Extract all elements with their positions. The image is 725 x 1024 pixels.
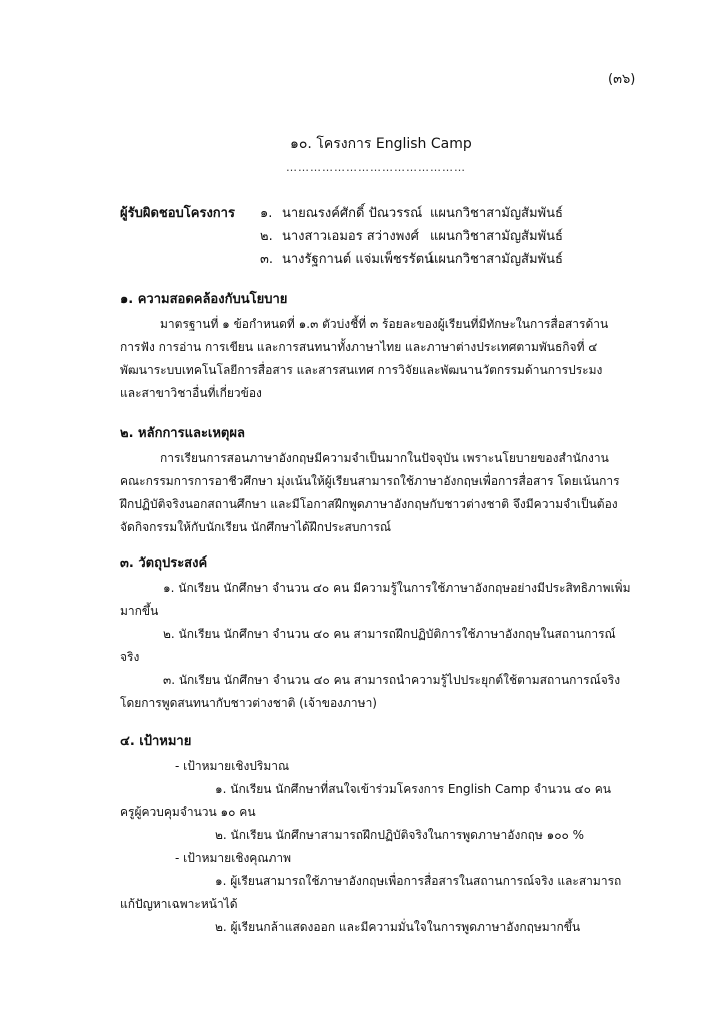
section3-heading: ๓. วัตถุประสงค์: [120, 556, 208, 571]
section4-line-3: ครูผู้ควบคุมจำนวน ๑๐ คน: [120, 805, 256, 819]
section3-line-5: ๓. นักเรียน นักศึกษา จำนวน ๔๐ คน สามารถนำความรู้ไปประยุกต์ใช้ตามสถานการณ์จริง: [163, 673, 621, 687]
page-title: ๑๐. โครงการ English Camp: [290, 136, 472, 152]
section3-line-1: ๑. นักเรียน นักศึกษา จำนวน ๔๐ คน มีความรู้ในการใช้ภาษาอังกฤษอย่างมีประสิทธิภาพเพิ่ม: [163, 581, 631, 595]
section4-line-6: ๑. ผู้เรียนสามารถใช้ภาษาอังกฤษเพื่อการสื่อสารในสถานการณ์จริง และสามารถ: [215, 874, 622, 888]
section2-line-4: จัดกิจกรรมให้กับนักเรียน นักศึกษาได้ฝึกประสบการณ์: [120, 520, 392, 534]
responsible-name-1: นายณรงค์ศักดิ์ ปัณวรรณ์: [282, 206, 423, 221]
section4-line-4: ๒. นักเรียน นักศึกษาสามารถฝึกปฏิบัติจริงในการพูดภาษาอังกฤษ ๑๐๐ %: [215, 828, 585, 842]
section1-line-3: พัฒนาระบบเทคโนโลยีการสื่อสาร และสารสนเทศ การวิจัยและพัฒนานวัตกรรมด้านการประมง: [120, 363, 603, 377]
responsible-name-2: นางสาวเอมอร สว่างพงศ์: [282, 229, 419, 244]
responsible-dept-2: แผนกวิชาสามัญสัมพันธ์: [430, 229, 563, 244]
section4-line-1: - เป้าหมายเชิงปริมาณ: [175, 759, 290, 773]
section2-heading: ๒. หลักการและเหตุผล: [120, 426, 245, 441]
page-number: (๓๖): [608, 72, 636, 87]
section4-line-8: ๒. ผู้เรียนกล้าแสดงออก และมีความมั่นใจในการพูดภาษาอังกฤษมากขึ้น: [215, 920, 581, 934]
responsible-no-3: ๓.: [260, 252, 274, 267]
section1-line-2: การฟัง การอ่าน การเขียน และการสนทนาทั้งภาษาไทย และภาษาต่างประเทศตามพันธกิจที่ ๔: [120, 340, 598, 354]
section2-line-2: คณะกรรมการการอาชีวศึกษา มุ่งเน้นให้ผู้เรียนสามารถใช้ภาษาอังกฤษเพื่อการสื่อสาร โดยเน้นการ: [120, 474, 620, 488]
section2-line-1: การเรียนการสอนภาษาอังกฤษมีความจำเป็นมากในปัจจุบัน เพราะนโยบายของสำนักงาน: [160, 451, 609, 465]
responsible-no-2: ๒.: [260, 229, 273, 244]
section2-line-3: ฝึกปฏิบัติจริงนอกสถานศึกษา และมีโอกาสฝึกพูดภาษาอังกฤษกับชาวต่างชาติ จึงมีความจำเป็นต้อง: [120, 497, 618, 511]
section4-heading: ๔. เป้าหมาย: [120, 734, 192, 749]
section4-line-7: แก้ปัญหาเฉพาะหน้าได้: [120, 897, 238, 911]
title-underline: ………………………………………: [286, 161, 466, 174]
section4-line-5: - เป้าหมายเชิงคุณภาพ: [175, 851, 292, 865]
responsible-name-3: นางรัฐกานต์ แจ่มเพ็ชรรัตน์: [282, 252, 434, 267]
responsible-dept-1: แผนกวิชาสามัญสัมพันธ์: [430, 206, 563, 221]
responsible-heading: ผู้รับผิดชอบโครงการ: [120, 206, 235, 221]
responsible-no-1: ๑.: [260, 206, 273, 221]
section4-line-2: ๑. นักเรียน นักศึกษาที่สนใจเข้าร่วมโครงการ English Camp จำนวน ๔๐ คน: [215, 782, 611, 796]
section1-line-1: มาตรฐานที่ ๑ ข้อกำหนดที่ ๑.๓ ตัวบ่งชี้ที่ ๓ ร้อยละของผู้เรียนที่มีทักษะในการสื่อสารด้าน: [160, 317, 609, 331]
responsible-dept-3: แผนกวิชาสามัญสัมพันธ์: [430, 252, 563, 267]
section3-line-6: โดยการพูดสนทนากับชาวต่างชาติ (เจ้าของภาษา): [120, 696, 377, 710]
section3-line-3: ๒. นักเรียน นักศึกษา จำนวน ๔๐ คน สามารถฝึกปฏิบัติการใช้ภาษาอังกฤษในสถานการณ์: [163, 627, 616, 641]
section3-line-2: มากขึ้น: [120, 604, 159, 618]
section3-line-4: จริง: [120, 650, 140, 664]
section1-heading: ๑. ความสอดคล้องกับนโยบาย: [120, 292, 288, 307]
section1-line-4: และสาขาวิชาอื่นที่เกี่ยวข้อง: [120, 386, 262, 400]
